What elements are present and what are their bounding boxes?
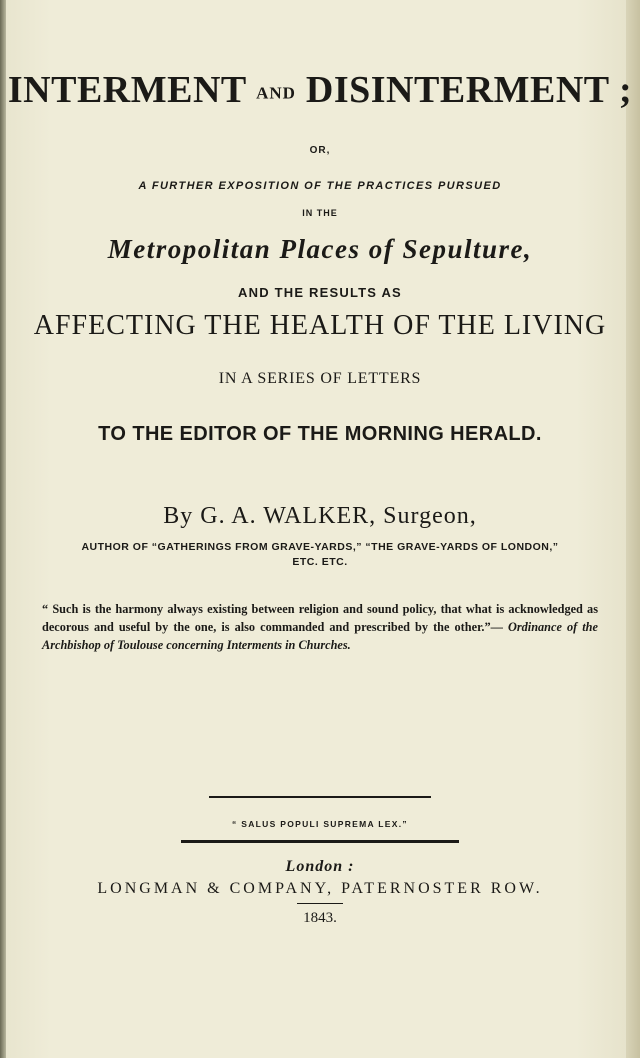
title-part-2: DISINTERMENT ; [305, 69, 633, 111]
imprint-publisher: LONGMAN & COMPANY, PATERNOSTER ROW. [97, 880, 543, 897]
author-of-line-1: AUTHOR OF “GATHERINGS FROM GRAVE-YARDS,” “THE GRAVE-YARDS OF LONDON,” [81, 541, 559, 553]
year-divider [297, 903, 343, 904]
editor-line: TO THE EDITOR OF THE MORNING HERALD. [98, 423, 542, 445]
in-the-line: IN THE [302, 208, 338, 218]
epigraph-quote [42, 600, 598, 654]
title-and: AND [256, 83, 296, 103]
affecting-line: AFFECTING THE HEALTH OF THE LIVING [33, 310, 607, 341]
author-role: Surgeon, [383, 503, 477, 529]
quote-citation: Ordinance of the Archbishop of Toulouse concerning Interments in Churches. [42, 620, 598, 652]
blackletter-line: Metropolitan Places of Sepulture, [107, 234, 533, 264]
author-byline [0, 503, 640, 530]
divider-bottom [181, 840, 459, 843]
imprint-city: London : [285, 858, 355, 875]
author-name: G. A. WALKER, [200, 503, 377, 529]
byline-by: By [163, 503, 194, 529]
main-title [0, 68, 640, 112]
imprint-year: 1843. [303, 910, 337, 926]
author-of-line-2: ETC. ETC. [292, 556, 348, 568]
or-line: OR, [309, 145, 331, 156]
series-line: IN A SERIES OF LETTERS [218, 370, 422, 387]
subtitle: A FURTHER EXPOSITION OF THE PRACTICES PURSUED [138, 180, 502, 192]
title-part-1: INTERMENT [7, 69, 247, 111]
divider-top [209, 796, 431, 798]
results-line: AND THE RESULTS AS [238, 285, 402, 300]
quote-text: “ Such is the harmony always existing between religion and sound policy, that what is acknowledged as decorous and useful by the one, is also commanded and prescribed by the other.”— [42, 602, 598, 634]
motto: “ SALUS POPULI SUPREMA LEX.” [232, 819, 408, 829]
